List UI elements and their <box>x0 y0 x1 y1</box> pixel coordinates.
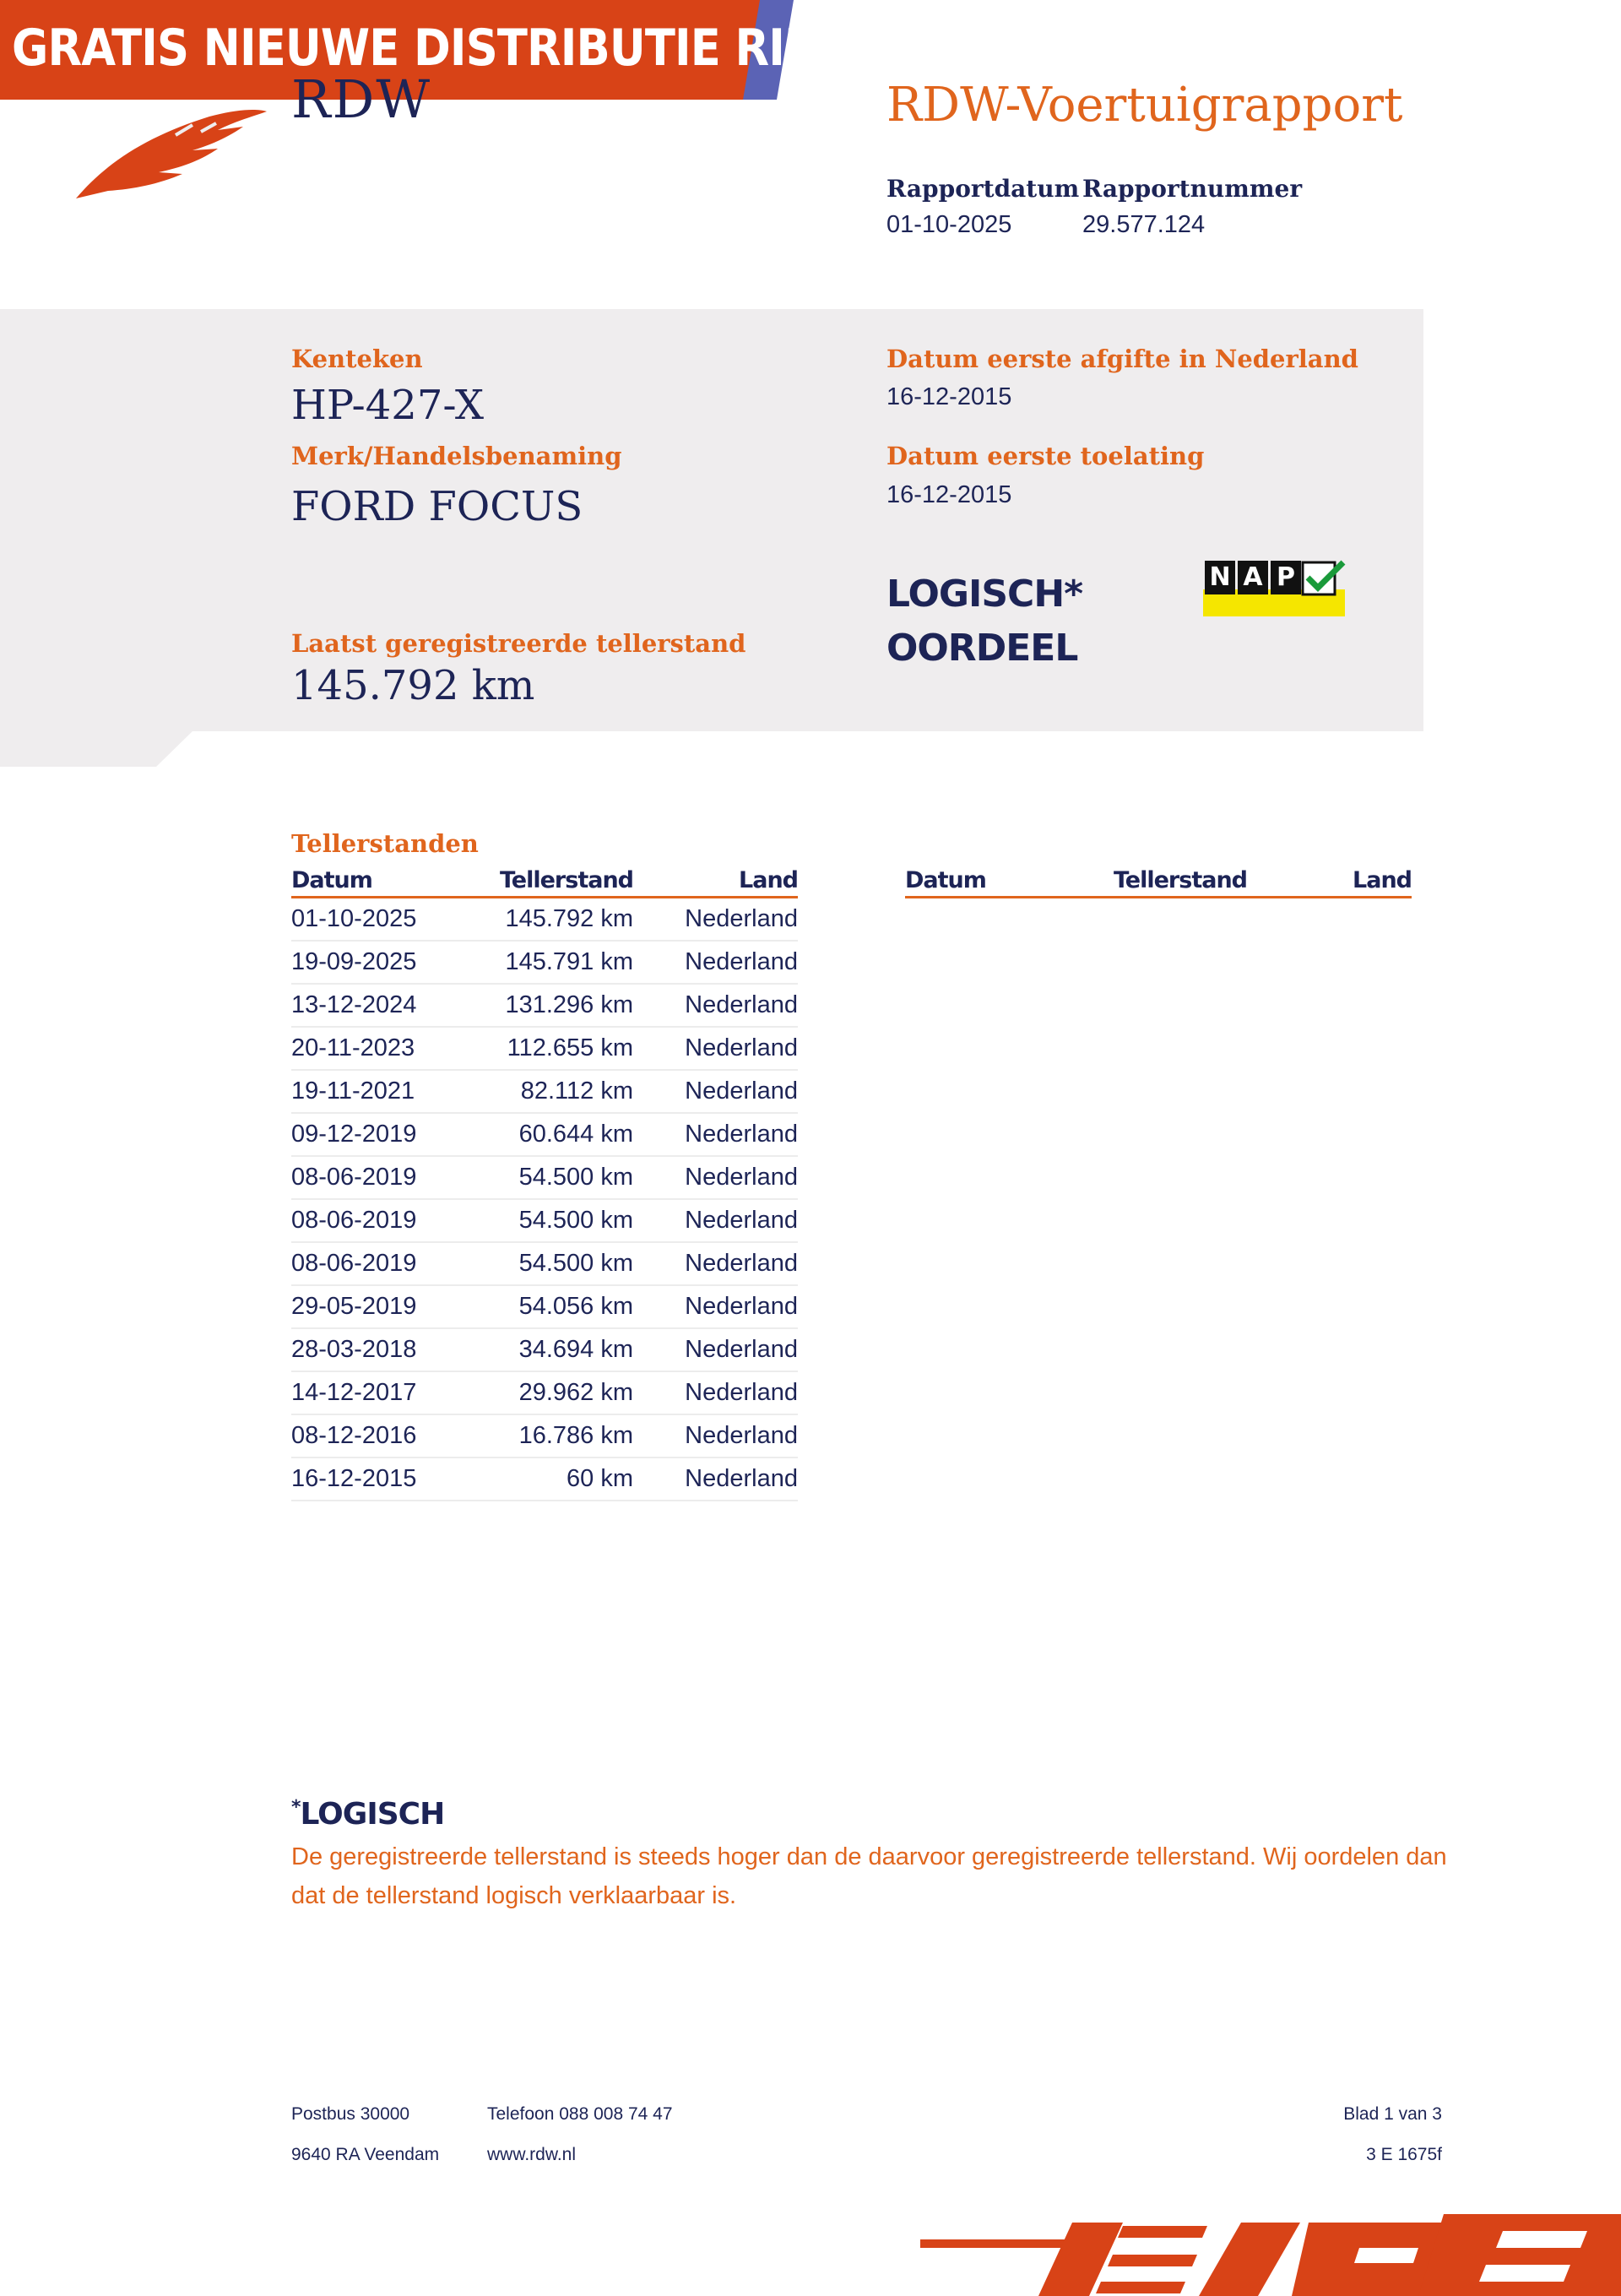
cell-odometer: 54.500 km <box>469 1242 633 1285</box>
table-row <box>291 1156 798 1199</box>
col-header-date: Datum <box>291 864 469 898</box>
cell-country: Nederland <box>633 898 798 942</box>
table-row <box>291 1457 798 1501</box>
plate-value: HP-427-X <box>291 382 485 429</box>
cell-country: Nederland <box>633 1113 798 1156</box>
cell-date: 14-12-2017 <box>291 1371 469 1414</box>
footer-page-number: Blad 1 van 3 <box>1343 2104 1442 2124</box>
col-header-date-right: Datum <box>905 864 1082 898</box>
cell-date: 08-06-2019 <box>291 1242 469 1285</box>
cell-date: 29-05-2019 <box>291 1285 469 1328</box>
table-row <box>291 1285 798 1328</box>
table-row <box>291 984 798 1027</box>
table-row <box>291 1027 798 1070</box>
table-row <box>291 941 798 984</box>
cell-country: Nederland <box>633 1328 798 1371</box>
verdict-line2: OORDEEL <box>886 627 1078 670</box>
footer-stripe-decoration <box>920 2214 1621 2296</box>
cell-odometer: 145.792 km <box>469 898 633 942</box>
cell-odometer: 29.962 km <box>469 1371 633 1414</box>
cell-odometer: 54.500 km <box>469 1156 633 1199</box>
footnote-title <box>291 1797 444 1832</box>
cell-odometer: 34.694 km <box>469 1328 633 1371</box>
cell-country: Nederland <box>633 1371 798 1414</box>
nap-letter-n: N <box>1205 561 1235 594</box>
first-admission-label: Datum eerste toelating <box>886 442 1205 470</box>
readings-table <box>291 864 798 1501</box>
make-value: FORD FOCUS <box>291 483 583 530</box>
cell-odometer: 131.296 km <box>469 984 633 1027</box>
cell-country: Nederland <box>633 1242 798 1285</box>
nap-letter-p: P <box>1271 561 1301 594</box>
footer-phone: Telefoon 088 008 74 47 <box>487 2104 673 2124</box>
nap-logo <box>1203 559 1347 618</box>
report-number-label: Rapportnummer <box>1082 175 1303 203</box>
table-row <box>291 1199 798 1242</box>
cell-country: Nederland <box>633 984 798 1027</box>
table-row <box>291 1328 798 1371</box>
table-row <box>291 1371 798 1414</box>
footer-code: 3 E 1675f <box>1366 2145 1442 2164</box>
cell-date: 13-12-2024 <box>291 984 469 1027</box>
report-title: RDW-Voertuigrapport <box>886 78 1403 133</box>
cell-odometer: 82.112 km <box>469 1070 633 1113</box>
cell-odometer: 54.500 km <box>469 1199 633 1242</box>
rdw-logo-text: RDW <box>291 74 432 128</box>
readings-header-row-right <box>905 864 1412 898</box>
table-row <box>291 1070 798 1113</box>
cell-date: 01-10-2025 <box>291 898 469 942</box>
readings-body <box>291 898 798 1501</box>
last-odometer-label: Laatst geregistreerde tellerstand <box>291 629 746 658</box>
cell-date: 08-12-2016 <box>291 1414 469 1457</box>
panel-tail-decoration <box>0 730 194 767</box>
cell-date: 08-06-2019 <box>291 1199 469 1242</box>
cell-date: 16-12-2015 <box>291 1457 469 1501</box>
footnote-text: De geregistreerde tellerstand is steeds hoger dan de daarvoor geregistreerde tellerstand. Wij oordelen dan dat de tellerstand logisch verklaarbaar is. <box>291 1843 1447 1909</box>
promo-banner-text: GRATIS NIEUWE DISTRIBUTIE RIEM <box>12 19 858 78</box>
col-header-country: Land <box>633 864 798 898</box>
footer-postbus: Postbus 30000 <box>291 2104 410 2124</box>
col-header-country-right: Land <box>1247 864 1412 898</box>
cell-country: Nederland <box>633 1156 798 1199</box>
cell-country: Nederland <box>633 941 798 984</box>
report-number-value: 29.577.124 <box>1082 211 1206 238</box>
report-date-value: 01-10-2025 <box>886 211 1012 238</box>
cell-odometer: 54.056 km <box>469 1285 633 1328</box>
footnote-title-text: LOGISCH <box>300 1797 445 1832</box>
report-date-label: Rapportdatum <box>886 175 1080 203</box>
cell-odometer: 16.786 km <box>469 1414 633 1457</box>
check-icon <box>1301 559 1347 596</box>
cell-country: Nederland <box>633 1285 798 1328</box>
readings-title: Tellerstanden <box>291 829 479 858</box>
make-label: Merk/Handelsbenaming <box>291 442 622 470</box>
plate-label: Kenteken <box>291 345 423 373</box>
cell-country: Nederland <box>633 1414 798 1457</box>
table-row <box>291 1113 798 1156</box>
cell-odometer: 112.655 km <box>469 1027 633 1070</box>
cell-odometer: 60.644 km <box>469 1113 633 1156</box>
first-issue-nl-label: Datum eerste afgifte in Nederland <box>886 345 1358 373</box>
cell-date: 28-03-2018 <box>291 1328 469 1371</box>
cell-odometer: 145.791 km <box>469 941 633 984</box>
cell-date: 20-11-2023 <box>291 1027 469 1070</box>
readings-header-row <box>291 864 798 898</box>
readings-table-right <box>905 864 1412 898</box>
nap-letter-a: A <box>1238 561 1268 594</box>
col-header-odometer-right: Tellerstand <box>1082 864 1247 898</box>
table-row <box>291 898 798 942</box>
cell-date: 08-06-2019 <box>291 1156 469 1199</box>
first-issue-nl-value: 16-12-2015 <box>886 383 1012 410</box>
cell-date: 19-09-2025 <box>291 941 469 984</box>
last-odometer-value: 145.792 km <box>291 662 535 709</box>
cell-country: Nederland <box>633 1457 798 1501</box>
verdict-line1: LOGISCH* <box>886 573 1083 616</box>
cell-country: Nederland <box>633 1027 798 1070</box>
table-row <box>291 1242 798 1285</box>
cell-date: 19-11-2021 <box>291 1070 469 1113</box>
cell-country: Nederland <box>633 1199 798 1242</box>
cell-date: 09-12-2019 <box>291 1113 469 1156</box>
rdw-feather-icon <box>74 101 268 203</box>
cell-odometer: 60 km <box>469 1457 633 1501</box>
footnote-star: * <box>291 1797 301 1818</box>
footer-city: 9640 RA Veendam <box>291 2145 440 2164</box>
table-row <box>291 1414 798 1457</box>
cell-country: Nederland <box>633 1070 798 1113</box>
first-admission-value: 16-12-2015 <box>886 481 1012 508</box>
col-header-odometer: Tellerstand <box>469 864 633 898</box>
footer-web-link[interactable]: www.rdw.nl <box>487 2145 577 2164</box>
